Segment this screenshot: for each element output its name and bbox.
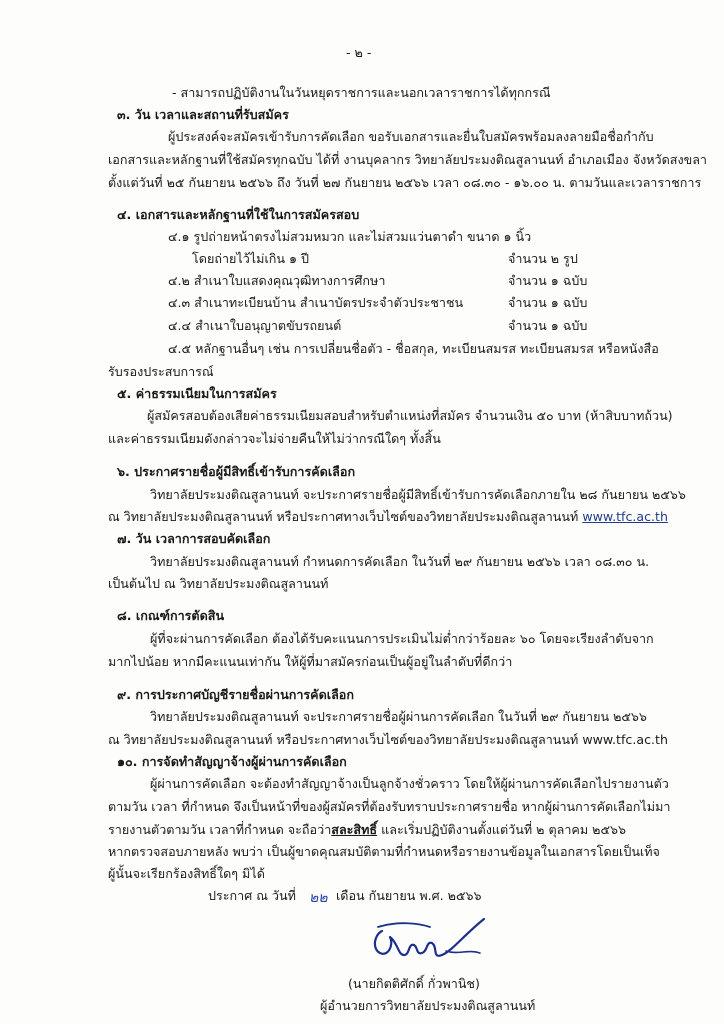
website-link[interactable]: www.tfc.ac.th <box>582 509 668 524</box>
bullet-line: - สามารถปฏิบัติงานในวันหยุดราชการและนอกเวลาราชการได้ทุกกรณี <box>172 85 551 100</box>
handwritten-day: ๒๒ <box>309 890 328 906</box>
doc-item: รับรองประสบการณ์ <box>108 364 214 379</box>
section-6-line <box>108 508 668 526</box>
section-6-text: ณ วิทยาลัยประมงติณสูลานนท์ หรือประกาศทางเว็บไซต์ของวิทยาลัยประมงติณสูลานนท์ <box>108 509 583 524</box>
announce-date-suffix: เดือน กันยายน พ.ศ. ๒๕๖๖ <box>336 888 482 903</box>
doc-item: ๔.๑ รูปถ่ายหน้าตรงไม่สวมหมวก และไม่สวมแว่นตาดำ ขนาด ๑ นิ้ว <box>168 229 532 244</box>
section-7-heading: ๗. วัน เวลาการสอบคัดเลือก <box>117 531 271 546</box>
section-10-heading: ๑๐. การจัดทำสัญญาจ้างผู้ผ่านการคัดเลือก <box>117 754 347 769</box>
doc-quantity: จำนวน ๑ ฉบับ <box>508 318 588 333</box>
doc-item: ๔.๕ หลักฐานอื่นๆ เช่น การเปลี่ยนชื่อตัว - ชื่อสกุล, ทะเบียนสมรส ทะเบียนสมรส หรือหนังสือ <box>168 341 659 356</box>
section-9-line: ณ วิทยาลัยประมงติณสูลานนท์ หรือประกาศทางเว็บไซต์ของวิทยาลัยประมงติณสูลานนท์ www.tfc.ac.th <box>108 732 668 747</box>
doc-quantity: จำนวน ๑ ฉบับ <box>508 295 588 310</box>
doc-quantity: จำนวน ๒ รูป <box>508 251 578 266</box>
section-3-line: ผู้ประสงค์จะสมัครเข้ารับการคัดเลือก ขอรับเอกสารและยื่นใบสมัครพร้อมลงลายมือชื่อกำกับ <box>168 129 654 144</box>
doc-quantity: จำนวน ๑ ฉบับ <box>508 273 588 288</box>
section-6-line: วิทยาลัยประมงติณสูลานนท์ จะประกาศรายชื่อผู้มีสิทธิ์เข้ารับการคัดเลือกภายใน ๒๘ กันยายน ๒๕๖๖ <box>150 487 686 502</box>
section-6-heading: ๖. ประกาศรายชื่อผู้มีสิทธิ์เข้ารับการคัดเลือก <box>117 464 356 479</box>
section-9-heading: ๙. การประกาศบัญชีรายชื่อผ่านการคัดเลือก <box>117 687 354 702</box>
signer-title: ผู้อำนวยการวิทยาลัยประมงติณสูลานนท์ <box>320 998 536 1013</box>
section-4-heading: ๔. เอกสารและหลักฐานที่ใช้ในการสมัครสอบ <box>117 207 360 222</box>
section-8-heading: ๘. เกณฑ์การตัดสิน <box>117 608 225 623</box>
signer-name: (นายกิตติศักดิ์ กั่วพานิช) <box>348 976 480 991</box>
section-3-line: ตั้งแต่วันที่ ๒๕ กันยายน ๒๕๖๖ ถึง วันที่ ๒๗ กันยายน ๒๕๖๖ เวลา ๐๘.๓๐ - ๑๖.๐๐ น. ตามวันและเวลาราชการ <box>108 175 702 190</box>
doc-item: โดยถ่ายไว้ไม่เกิน ๑ ปี <box>192 251 309 266</box>
section-10-line: ผู้นั้นจะเรียกร้องสิทธิ์ใดๆ มิได้ <box>108 866 265 881</box>
section-10-text: และเริ่มปฏิบัติงานตั้งแต่วันที่ ๒ ตุลาคม ๒๕๖๖ <box>377 822 626 837</box>
doc-item: ๔.๒ สำเนาใบแสดงคุณวุฒิทางการศึกษา <box>168 273 386 288</box>
doc-item: ๔.๔ สำเนาใบอนุญาตขับรถยนต์ <box>168 318 342 333</box>
section-5-heading: ๕. ค่าธรรมเนียมในการสมัคร <box>117 386 277 401</box>
section-8-line: ผู้ที่จะผ่านการคัดเลือก ต้องได้รับคะแนนการประเมินไม่ต่ำกว่าร้อยละ ๖๐ โดยจะเรียงลำดับจาก <box>150 631 654 646</box>
section-3-line: เอกสารและหลักฐานที่ใช้สมัครทุกฉบับ ได้ที่ งานบุคลากร วิทยาลัยประมงติณสูลานนท์ อำเภอเมือง จังหวัดสงขลา <box>108 152 708 167</box>
section-10-line: ตามวัน เวลา ที่กำหนด จึงเป็นหน้าที่ของผู้สมัครที่ต้องรับทราบประกาศรายชื่อ หากผู้ผ่านการคัดเลือกไม่มา <box>108 799 671 814</box>
section-3-heading: ๓. วัน เวลาและสถานที่รับสมัคร <box>117 107 289 122</box>
forfeit-emphasis: สละสิทธิ์ <box>331 822 378 837</box>
section-10-text: รายงานตัวตามวัน เวลาที่กำหนด จะถือว่า <box>108 822 332 837</box>
section-5-line: ผู้สมัครสอบต้องเสียค่าธรรมเนียมสอบสำหรับตำแหน่งที่สมัคร จำนวนเงิน ๕๐ บาท (ห้าสิบบาทถ้วน) <box>147 408 673 423</box>
section-10-line: หากตรวจสอบภายหลัง พบว่า เป็นผู้ขาดคุณสมบัติตามที่กำหนดหรือรายงานข้อมูลในเอกสารโดยเป็นเท็จ <box>108 844 660 859</box>
announce-date-prefix: ประกาศ ณ วันที่ <box>208 888 296 903</box>
section-10-line: ผู้ผ่านการคัดเลือก จะต้องทำสัญญาจ้างเป็นลูกจ้างชั่วคราว โดยให้ผู้ผ่านการคัดเลือกไปรายงานตัว <box>150 776 669 791</box>
section-9-line: วิทยาลัยประมงติณสูลานนท์ จะประกาศรายชื่อผู้ผ่านการคัดเลือก ในวันที่ ๒๙ กันยายน ๒๕๖๖ <box>150 709 647 724</box>
doc-item: ๔.๓ สำเนาทะเบียนบ้าน สำเนาบัตรประจำตัวประชาชน <box>168 295 464 310</box>
section-7-line: เป็นต้นไป ณ วิทยาลัยประมงติณสูลานนท์ <box>108 576 329 591</box>
section-7-line: วิทยาลัยประมงติณสูลานนท์ กำหนดการคัดเลือก ในวันที่ ๒๙ กันยายน ๒๕๖๖ เวลา ๐๘.๓๐ น. <box>150 554 650 569</box>
page-number: - ๒ - <box>346 45 372 60</box>
section-8-line: มากไปน้อย หากมีคะแนนเท่ากัน ให้ผู้ที่มาสมัครก่อนเป็นผู้อยู่ในลำดับที่ดีกว่า <box>108 654 513 669</box>
signature <box>368 915 488 973</box>
section-5-line: และค่าธรรมเนียมดังกล่าวจะไม่จ่ายคืนให้ไม่ว่ากรณีใดๆ ทั้งสิ้น <box>108 431 441 446</box>
section-10-line <box>108 821 626 839</box>
